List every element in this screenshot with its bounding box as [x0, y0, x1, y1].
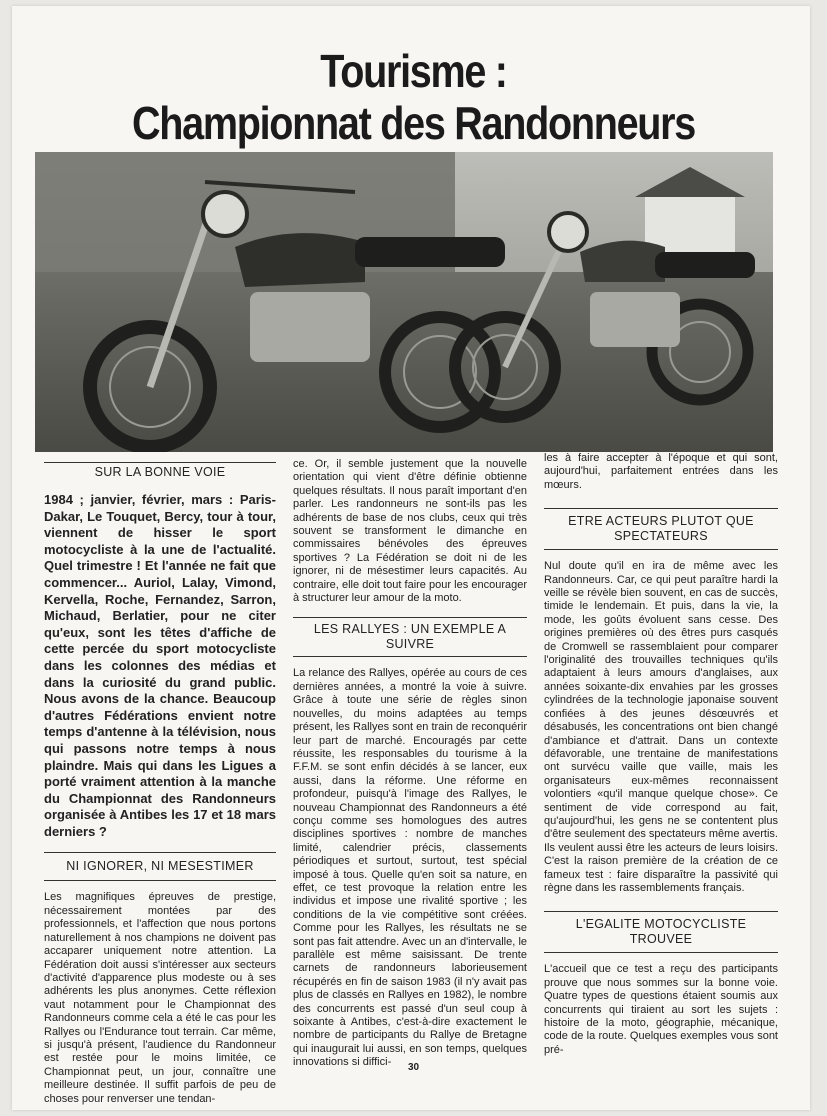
- title-line-2: Championnat des Randonneurs: [131, 97, 696, 149]
- lead-paragraph: 1984 ; janvier, février, mars : Paris-Dakar, Le Touquet, Bercy, tour à tour, viennent de hisser le sport motocycliste à la une de l'actualité. Quel trimestre ! Et l'année ne fait que commencer... Auriol, Lalay, Vimond, Kervella, Roche, Fernandez, Sarron, Michaud, Berlatier, pour ne citer qu'eux, sont les têtes d'affiche de cette percée du sport motocycliste dans les colonnes des médias et dans la curiosité du grand public. Nous avons de la chance. Beaucoup d'autres Fédérations envient notre temps d'antenne à la télévision, nous qui passons notre temps à nous plaindre. Mais qui dans les Ligues a porté vraiment attention à la manche du Championnat des Randonneurs organisée à Antibes les 17 et 18 mars derniers ?: [44, 492, 276, 839]
- column-1: [44, 462, 276, 1106]
- column-2: [293, 458, 527, 1070]
- heading-sur-la-bonne-voie: SUR LA BONNE VOIE: [44, 462, 276, 480]
- left-engine: [250, 292, 370, 362]
- page-number: 30: [407, 1062, 420, 1073]
- right-headlight: [549, 213, 587, 251]
- left-tank: [235, 233, 365, 287]
- left-seat: [355, 237, 505, 267]
- right-engine: [590, 292, 680, 347]
- motorcycles-photo: [35, 152, 773, 452]
- heading-ni-ignorer: NI IGNORER, NI MESESTIMER: [44, 852, 276, 881]
- left-headlight: [203, 192, 247, 236]
- right-seat: [655, 252, 755, 278]
- heading-etre-acteurs: ETRE ACTEURS PLUTOT QUE SPECTATEURS: [544, 508, 778, 550]
- title-line-1: Tourisme :: [320, 45, 507, 97]
- column-3: [544, 452, 778, 1057]
- paragraph-ni-ignorer: Les magnifiques épreuves de prestige, nécessairement montées par des professionnels, et l'affection que nous portons naturellement à nos champions ne doivent pas accaparer uniquement notre attention. La Fédération doit aussi s'intéresser aux secteurs d'activité d'apparence plus modeste ou à ses adhérents les plus anonymes. Cette réflexion vaut notamment pour le Championnat des Randonneurs comme cela a été le cas pour les Rallyes ou l'Endurance tout terrain. Car même, si jusqu'à présent, l'audience du Randonneur est restée pour le moins limitée, ce Championnat peut, un jour, connaître une meilleure destinée. Il suffit parfois de peu de choses pour renverser une tendan-: [44, 891, 276, 1105]
- paragraph-moeurs: les à faire accepter à l'époque et qui sont, aujourd'hui, parfaitement entrées dans les mœurs.: [544, 452, 778, 491]
- heading-egalite: L'EGALITE MOTOCYCLISTE TROUVEE: [544, 911, 778, 953]
- paragraph-orientation: ce. Or, il semble justement que la nouvelle orientation qui vient d'être définie obtienne quelques résultats. Il nous paraît important d'en parler. Les randonneurs ne sont-ils pas les adhérents de base de nos clubs, ceux qui très souvent se transforment le dimanche en commissaires bénévoles des épreuves sportives ? La Fédération se doit ni de les ignorer, ni de mésestimer leurs capacités. Au contraire, elle doit tout faire pour les encourager à structurer leur amour de la moto.: [293, 458, 527, 605]
- paragraph-rallyes: La relance des Rallyes, opérée au cours de ces dernières années, a montré la voie à suivre. Grâce à toute une série de règles sinon nouvelles, du moins adaptées au temps présent, les Rallyes sont en train de reconquérir leur part de marché. Encouragés par cette réussite, les responsables du tourisme à la F.F.M. se sont enfin décidés à se lancer, eux aussi, dans la réforme. Une réforme en profondeur, puisqu'à l'image des Rallyes, le nouveau Championnat des Randonneurs a été conçu comme ses homologues des autres disciplines sportives : nombre de manches limité, calendrier précis, classements périodiques et surtout, surtout, test spécial imposé à tous. Quelle qu'en soit sa nature, en effet, ce test provoque la relation entre les individus et impose une rivalité sportive ; les conditions de la vie compétitive sont créées. Comme pour les Rallyes, les résultats ne se sont pas fait attendre. Avec un an d'intervalle, le parallèle est même saisissant. De trente carnets de randonneurs laborieusement récupérés en fin de saison 1983 (il n'y avait pas plus de classés en Rallyes en 1982), le nombre des concurrents est passé d'un seul coup à soixante à Antibes, c'est-à-dire exactement le nombre de participants du Rallye de Bretagne qui inaugurait lui aussi, en son temps, quelques innovations si diffici-: [293, 667, 527, 1069]
- heading-les-rallyes: LES RALLYES : UN EXEMPLE A SUIVRE: [293, 617, 527, 657]
- paragraph-egalite: L'accueil que ce test a reçu des participants prouve que nous sommes sur la bonne voie. Quatre types de questions étaient soumis aux concurrents qui tiraient au sort les sujets : histoire de la moto, géographie, mécanique, code de la route. Quelques exemples vous sont pré-: [544, 963, 778, 1056]
- photo-house: [645, 192, 735, 252]
- paragraph-etre-acteurs: Nul doute qu'il en ira de même avec les Randonneurs. Car, ce qui peut paraître hardi la veille se révèle bien souvent, en cas de succès, timide le lendemain. Et puis, dans la vie, la mode, les goûts évoluent sans cesse. Des origines premières où des êtres purs casqués de Cromwell se rassemblaient pour comparer l'originalité des trouvailles techniques qu'ils adaptaient à leurs amours d'anglaises, aux années soixante-dix envahies par les grosses cylindrées de la technologie japonaise souvent confiées à des jeunes désœuvrés et désabusés, les concentrations ont bien changé d'ambiance et d'attrait. Dans un contexte défavorable, une trentaine de manifestations ont survécu vaille que vaille, mais les organisateurs eux-mêmes reconnaissent volontiers «qu'il manque quelque chose». Ce sentiment de vide correspond au fait, qu'aujourd'hui, les gens ne se contentent plus d'être seulement des spectateurs même avertis. Ils veulent aussi être les acteurs de leurs loisirs. C'est la raison première de la création de ce fameux test : faire disparaître la passivité qui règne dans les rassemblements français.: [544, 560, 778, 894]
